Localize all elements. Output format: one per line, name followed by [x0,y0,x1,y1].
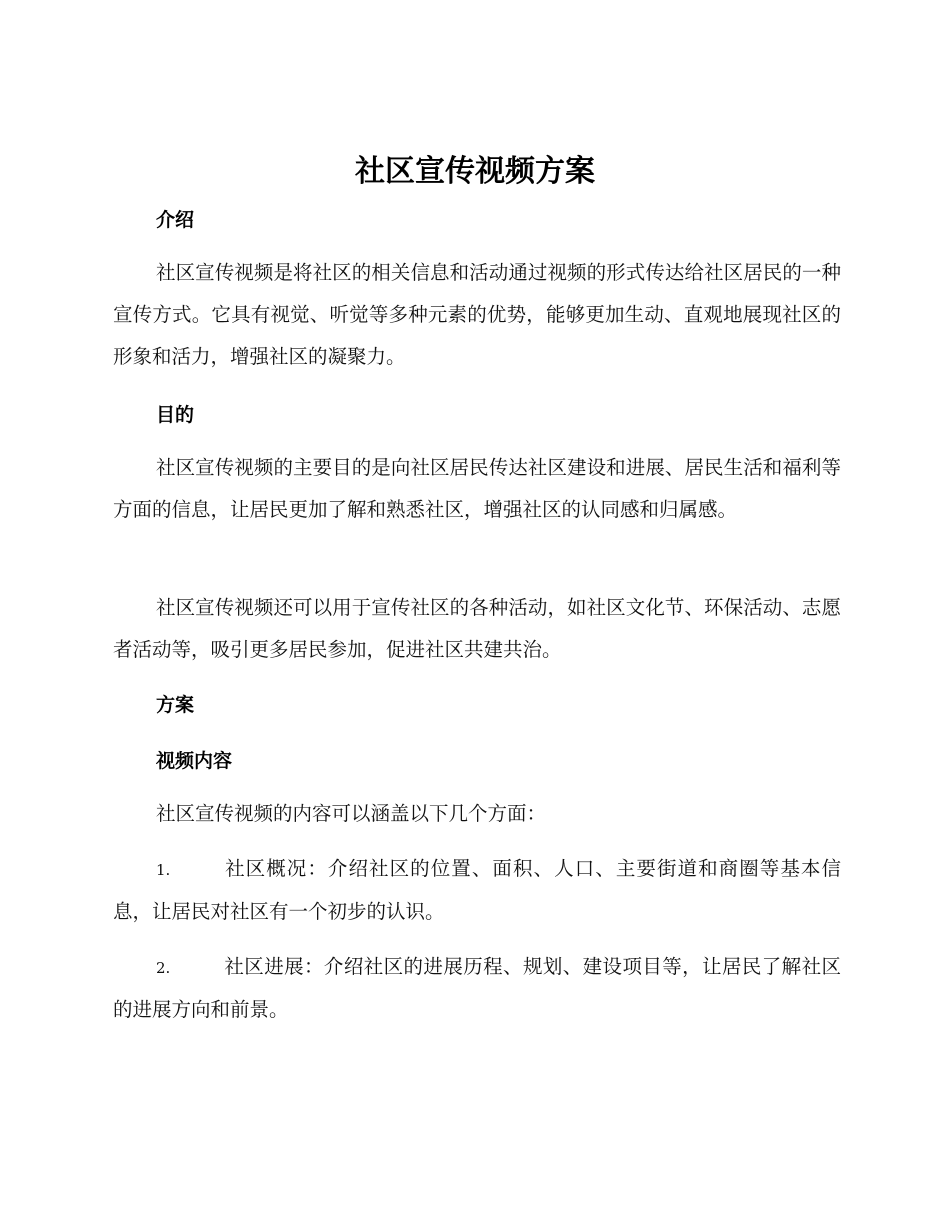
list-item-text: 社区概况：介绍社区的位置、面积、人口、主要街道和商圈等基本信息，让居民对社区有一个初步的认识。 [113,857,841,923]
list-item-text: 社区进展：介绍社区的进展历程、规划、建设项目等，让居民了解社区的进展方向和前景。 [113,955,841,1021]
section-heading-intro: 介绍 [156,209,195,231]
plan-intro-paragraph: 社区宣传视频的内容可以涵盖以下几个方面： [156,802,547,825]
purpose-paragraph-2: 社区宣传视频还可以用于宣传社区的各种活动，如社区文化节、环保活动、志愿者活动等，吸引更多居民参加，促进社区共建共治。 [113,596,841,661]
list-item-number: 2. [156,959,171,977]
list-item [113,848,841,933]
purpose-paragraph-1: 社区宣传视频的主要目的是向社区居民传达社区建设和进展、居民生活和福利等方面的信息，让居民更加了解和熟悉社区，增强社区的认同感和归属感。 [113,456,841,521]
section-heading-plan: 方案 [156,694,195,716]
list-item [113,946,841,1031]
document-title: 社区宣传视频方案 [355,154,595,189]
intro-paragraph: 社区宣传视频是将社区的相关信息和活动通过视频的形式传达给社区居民的一种宣传方式。它具有视觉、听觉等多种元素的优势，能够更加生动、直观地展现社区的形象和活力，增强社区的凝聚力。 [113,261,841,368]
list-item-number: 1. [156,861,171,879]
section-heading-purpose: 目的 [156,404,195,426]
subsection-heading-video-content: 视频内容 [156,750,233,772]
